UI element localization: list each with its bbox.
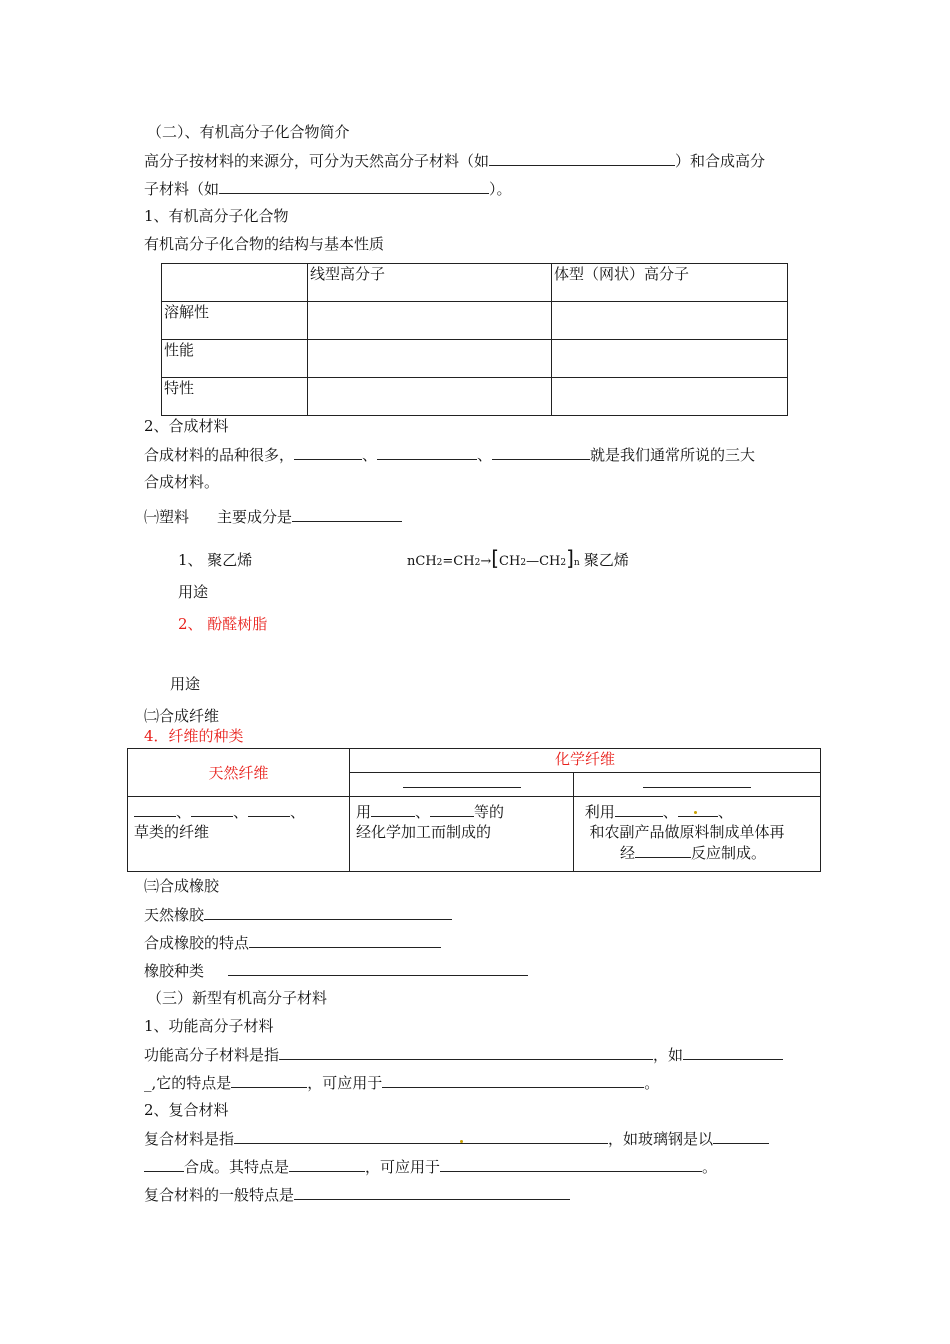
synthetic-line-1 [144,444,755,465]
fill-blank[interactable] [643,779,751,788]
intro-text: 子材料（如 [144,180,220,198]
use-label-1: 用途 [178,583,209,601]
line-text: 。 [644,1074,660,1092]
header-chemical-fiber: 化学纤维 [350,749,821,773]
header-natural-fiber: 天然纤维 [128,749,350,797]
polymer-property-table [161,263,788,416]
table-cell[interactable] [552,340,788,378]
line-text: 天然橡胶 [144,906,205,924]
natural-fiber-tail: 草类的纤维 [134,823,210,841]
line-text: 。 [702,1158,718,1176]
synthetic-rubber-label: ㈢合成橡胶 [144,877,220,895]
table-cell[interactable] [308,340,552,378]
intro-line-2 [144,178,512,199]
heading-composite: 2、复合材料 [144,1101,229,1119]
fill-blank[interactable] [219,178,489,194]
heading-functional-polymer: 1、功能高分子材料 [144,1017,274,1035]
functional-line-1 [144,1044,783,1065]
intro-text: ）。 [489,180,512,198]
eq-text: =CH [442,554,475,569]
natural-fiber-desc: 、 、 、 草类的纤维 [128,797,350,872]
fill-blank[interactable] [234,1128,608,1144]
eq-sub: 2 [520,558,527,568]
table-cell[interactable] [552,378,788,416]
table-header-linear: 线型高分子 [308,264,552,302]
eq-product-name: 聚乙烯 [583,551,629,569]
bracket-left: [ [491,546,500,570]
fill-blank[interactable] [489,150,675,166]
fill-blank[interactable] [371,801,415,817]
chem-sub-header-2[interactable] [574,773,821,797]
eq-text: —CH [526,554,561,569]
synthetic-text: 合成材料的品种很多， [144,446,295,464]
cell-text: 经化学加工而制成的 [356,823,492,841]
line-text: 合成橡胶的特点 [144,934,250,952]
line-text: 合成。其特点是 [184,1158,290,1176]
fill-blank[interactable] [294,444,362,460]
arrow-icon: → [480,554,492,569]
chem-sub-header-1[interactable] [350,773,574,797]
fill-blank[interactable] [377,444,477,460]
row-label-performance: 性能 [162,340,308,378]
eq-text: CH [499,554,521,569]
bracket-right: ] [566,546,574,570]
fill-blank[interactable] [292,506,402,522]
table-cell[interactable] [308,302,552,340]
table-caption: 有机高分子化合物的结构与基本性质 [144,235,385,253]
line-text: ，如 [653,1046,684,1064]
synthetic-fiber-label: ㈡合成纤维 [144,707,220,725]
eq-sub: 2 [436,558,443,568]
line-text: 复合材料的一般特点是 [144,1186,295,1204]
intro-text: ）和合成高分 [675,152,766,170]
table-header-empty [162,264,308,302]
fill-blank[interactable] [289,1156,365,1172]
fill-blank[interactable] [249,932,441,948]
composite-line-2 [144,1156,717,1177]
plastic-main-text: 主要成分是 [217,508,293,526]
pe-label: 1、 聚乙烯 [178,551,253,569]
fill-blank[interactable] [134,801,176,817]
table-cell[interactable] [308,378,552,416]
fill-blank[interactable] [144,1156,184,1172]
synthetic-line-2: 合成材料。 [144,473,220,491]
natural-rubber-line [144,904,452,925]
line-text: _,它的特点是 [144,1074,232,1092]
row-label-characteristic: 特性 [162,378,308,416]
pf-resin-label: 2、 酚醛树脂 [178,615,268,633]
fill-blank[interactable] [231,1072,307,1088]
chem-fiber-desc-1: 用 、 等的 经化学加工而制成的 [350,797,574,872]
fill-blank[interactable] [279,1044,653,1060]
cell-text: 利用 [584,803,615,821]
chem-fiber-desc-2: 利用 、 、 和农副产品做原料制成单体再 经 反应制成。 [574,797,821,872]
table-header-network: 体型（网状）高分子 [552,264,788,302]
row-label-solubility: 溶解性 [162,302,308,340]
separator: 、 [477,446,493,464]
fill-blank[interactable] [248,801,290,817]
fill-blank[interactable] [615,801,663,817]
rubber-kind-line [144,960,528,981]
eq-sub: n [573,558,580,568]
eq-text: nCH [407,554,437,569]
fiber-kinds-title: 4．纤维的种类 [144,727,244,745]
eq-sub: 2 [474,558,481,568]
cell-text: 反应制成。 [691,844,767,862]
section-title-2: （二）、有机高分子化合物简介 [147,123,350,141]
line-text: ，可应用于 [307,1074,383,1092]
cell-text: 经 [620,844,636,862]
synthetic-text: 就是我们通常所说的三大 [590,446,756,464]
fill-blank[interactable] [382,1072,644,1088]
fill-blank[interactable] [635,842,691,858]
composite-line-1 [144,1128,769,1149]
fill-blank[interactable] [678,801,718,817]
table-cell[interactable] [552,302,788,340]
fill-blank[interactable] [228,960,528,976]
use-label-2: 用途 [170,675,201,693]
fill-blank[interactable] [294,1184,570,1200]
cell-text: 用 [356,803,372,821]
heading-organic-polymer: 1、有机高分子化合物 [144,207,289,225]
fill-blank[interactable] [204,904,452,920]
eq-sub: 2 [560,558,567,568]
line-text: 复合材料是指 [144,1130,235,1148]
intro-line-1 [144,150,765,171]
line-text: ，如玻璃钢是以 [608,1130,714,1148]
heading-synthetic-material: 2、合成材料 [144,417,229,435]
fill-blank[interactable] [430,801,474,817]
fill-blank[interactable] [683,1044,783,1060]
fill-blank[interactable] [492,444,590,460]
line-text: 橡胶种类 [144,962,205,980]
fill-blank[interactable] [440,1156,702,1172]
line-text: ，可应用于 [365,1158,441,1176]
separator: 、 [362,446,378,464]
fiber-table [127,748,821,872]
rubber-feature-line [144,932,441,953]
cell-text: 等的 [474,803,505,821]
pe-equation [407,548,629,573]
plastic-line [144,506,402,527]
composite-line-3 [144,1184,570,1205]
plastic-label: ㈠塑料 [144,508,190,526]
cell-text: 和农副产品做原料制成单体再 [589,823,785,841]
intro-text: 高分子按材料的来源分，可分为天然高分子材料（如 [144,152,490,170]
fill-blank[interactable] [403,779,521,788]
functional-line-2 [144,1072,659,1093]
fill-blank[interactable] [191,801,233,817]
section-title-3: （三）新型有机高分子材料 [147,989,328,1007]
fill-blank[interactable] [713,1128,769,1144]
line-text: 功能高分子材料是指 [144,1046,280,1064]
